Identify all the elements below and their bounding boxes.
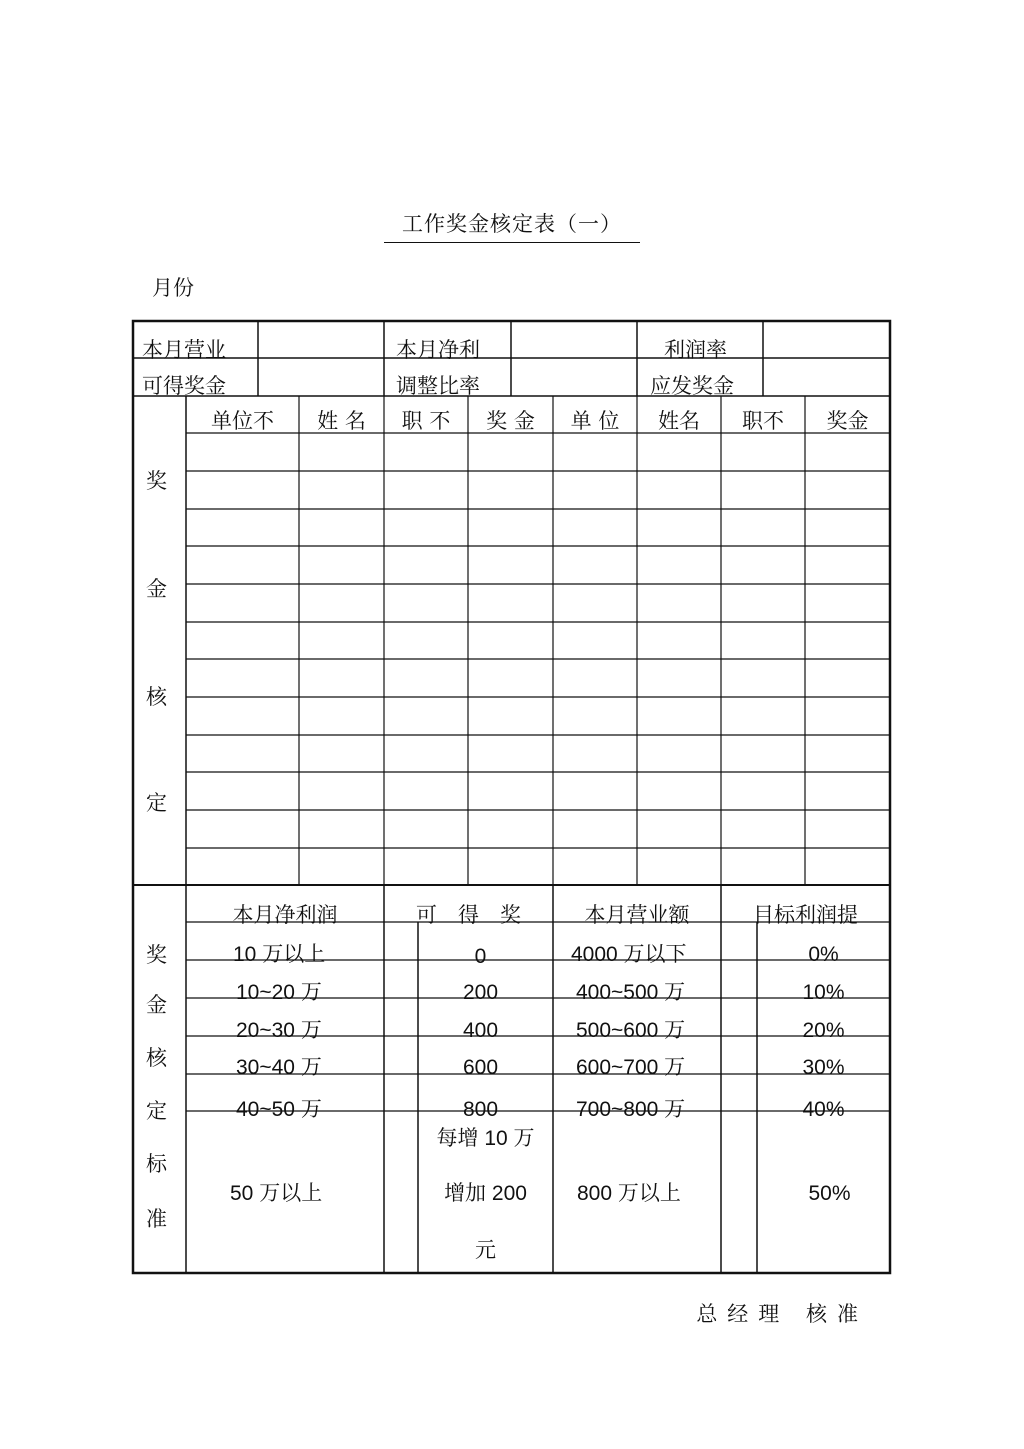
standard-header: 可 得 奖 [416, 903, 521, 927]
std-bonus-line: 元 [475, 1239, 496, 1262]
side-label-char: 奖 [146, 943, 167, 967]
std-bonus: 200 [462, 981, 499, 1004]
std-revenue: 400~500 万 [576, 981, 686, 1004]
std-profit: 20~30 万 [236, 1019, 322, 1042]
std-profit: 40~50 万 [236, 1098, 322, 1121]
std-rate: 40% [802, 1098, 845, 1121]
std-revenue: 700~800 万 [576, 1098, 686, 1121]
std-profit: 10~20 万 [236, 981, 322, 1004]
standard-header: 本月净利润 [232, 903, 338, 927]
page-title: 工作奖金核定表（一） [384, 208, 640, 243]
label-profit-rate: 利润率 [664, 338, 727, 362]
std-bonus: 600 [462, 1056, 499, 1079]
standard-header: 本月营业额 [584, 903, 690, 927]
std-rate: 30% [802, 1056, 845, 1079]
std-profit: 10 万以上 [233, 943, 326, 966]
column-header: 奖金 [826, 409, 869, 433]
std-bonus-line: 每增 10 万 [436, 1127, 535, 1150]
std-bonus: 400 [462, 1019, 499, 1042]
std-revenue: 600~700 万 [576, 1056, 686, 1079]
column-header: 奖 金 [486, 409, 535, 433]
side-label-char: 准 [146, 1207, 167, 1231]
std-revenue: 800 万以上 [577, 1182, 681, 1205]
std-bonus-line: 增加 200 [444, 1182, 527, 1205]
side-label-char: 金 [146, 577, 167, 601]
label-available-bonus: 可得奖金 [142, 374, 226, 398]
column-header: 职 不 [401, 409, 451, 433]
std-profit: 30~40 万 [236, 1056, 322, 1079]
label-payable-bonus: 应发奖金 [650, 374, 734, 398]
std-rate: 0% [808, 943, 839, 966]
side-label-char: 奖 [146, 469, 167, 493]
label-monthly-revenue: 本月营业 [142, 338, 226, 362]
side-label-char: 定 [146, 791, 167, 815]
label-monthly-net-profit: 本月净利 [396, 338, 480, 362]
standard-header: 目标利润提 [753, 903, 858, 927]
side-label-char: 核 [146, 1046, 167, 1070]
column-header: 单位不 [211, 409, 274, 433]
month-label: 月份 [152, 276, 194, 300]
column-header: 姓 名 [317, 409, 366, 433]
footer-approval: 总经理 核准 [696, 1302, 868, 1326]
std-revenue: 500~600 万 [576, 1019, 686, 1042]
label-adjust-ratio: 调整比率 [396, 374, 480, 398]
std-rate: 20% [802, 1019, 845, 1042]
std-revenue: 4000 万以下 [571, 943, 687, 966]
side-label-char: 标 [146, 1152, 167, 1176]
column-header: 职不 [742, 409, 784, 433]
side-label-char: 核 [146, 685, 167, 709]
std-bonus: 800 [462, 1098, 499, 1121]
side-label-char: 定 [146, 1099, 167, 1123]
std-rate: 10% [802, 981, 845, 1004]
column-header: 姓名 [658, 409, 700, 433]
column-header: 单 位 [570, 409, 620, 433]
side-label-char: 金 [146, 993, 167, 1017]
std-bonus: 0 [474, 945, 487, 968]
std-profit: 50 万以上 [230, 1182, 323, 1205]
std-rate: 50% [808, 1182, 851, 1205]
